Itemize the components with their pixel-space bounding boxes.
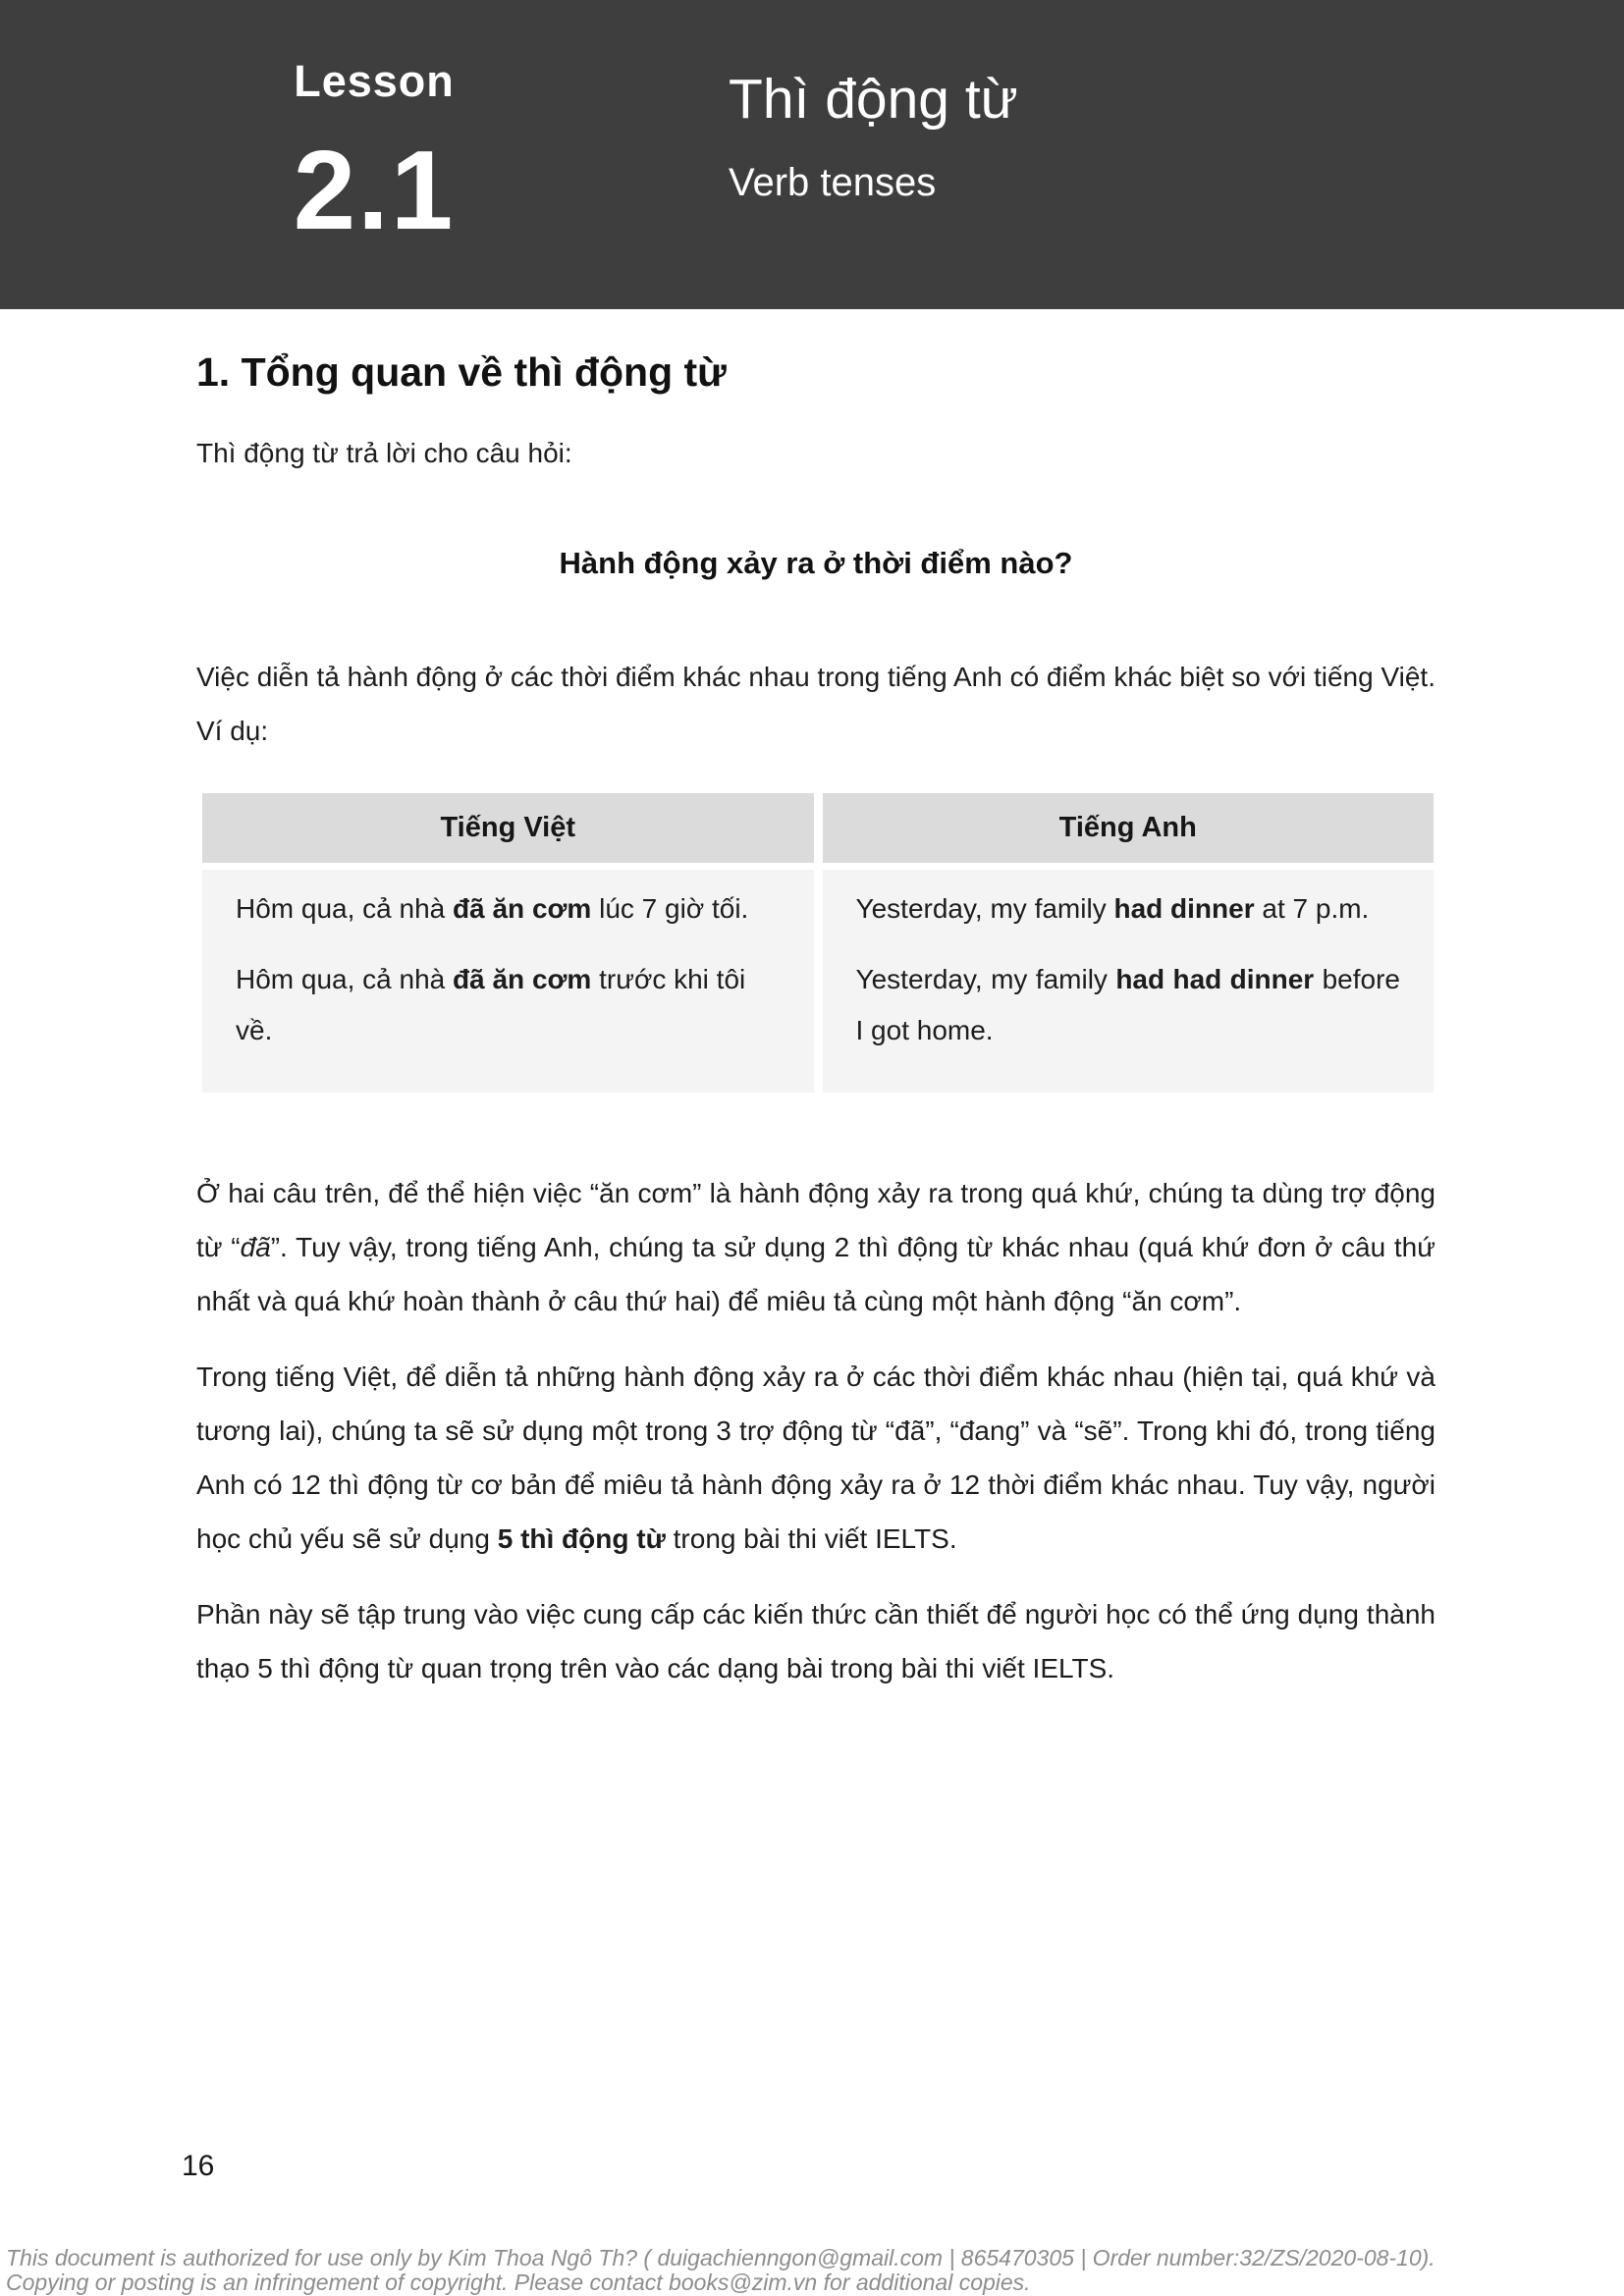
table-cell-vi-sentence-2: Hôm qua, cả nhà đã ăn cơm trước khi tôi về. (236, 964, 746, 1045)
lesson-banner (0, 0, 1624, 309)
lead-paragraph: Việc diễn tả hành động ở các thời điểm khác nhau trong tiếng Anh có điểm khác biệt so với tiếng Việt. Ví dụ: (196, 662, 1435, 746)
question-line: Hành động xảy ra ở thời điểm nào? (559, 546, 1073, 580)
page-number: 16 (182, 2150, 215, 2182)
lesson-block (253, 56, 495, 253)
table-cell-en-sentence-2: Yesterday, my family had had dinner before I got home. (855, 964, 1400, 1045)
banner-titles (729, 63, 1018, 205)
lesson-label: Lesson (294, 56, 455, 106)
table-cell-vietnamese (202, 870, 814, 1093)
table-cell-english (823, 870, 1435, 1093)
body-paragraph-2: Trong tiếng Việt, để diễn tả những hành động xảy ra ở các thời điểm khác nhau (hiện tại, quá khứ và tương lai), chúng ta sẽ sử dụng một trong 3 trợ động từ “đã”, “đang” và “sẽ”. Trong khi đó, trong tiếng Anh có 12 thì động từ cơ bản để miêu tả hành động xảy ra ở 12 thời điểm khác nhau. Tuy vậy, người học chủ yếu sẽ sử dụng 5 thì động từ trong bài thi viết IELTS. (196, 1362, 1435, 1554)
table-cell-en-sentence-1: Yesterday, my family had dinner at 7 p.m. (855, 893, 1370, 924)
lesson-number: 2.1 (293, 129, 456, 253)
section-heading: 1. Tổng quan về thì động từ (196, 349, 727, 395)
footer-disclaimer-line-2: Copying or posting is an infringement of copyright. Please contact books@zim.vn for additional copies. (6, 2269, 1031, 2295)
footer-disclaimer-line-1: This document is authorized for use only by Kim Thoa Ngô Th? ( duigachienngon@gmail.com | 865470305 | Order number:32/ZS/2020-08-10). (6, 2245, 1435, 2270)
body-paragraph-1: Ở hai câu trên, để thể hiện việc “ăn cơm” là hành động xảy ra trong quá khứ, chúng ta dùng trợ động từ “đã”. Tuy vậy, trong tiếng Anh, chúng ta sử dụng 2 thì động từ khác nhau (quá khứ đơn ở câu thứ nhất và quá khứ hoàn thành ở câu thứ hai) để miêu tả cùng một hành động “ăn cơm”. (196, 1178, 1435, 1316)
table-header-vietnamese: Tiếng Việt (202, 793, 814, 863)
table-header-english: Tiếng Anh (823, 793, 1435, 863)
banner-title-english: Verb tenses (729, 161, 937, 205)
section-intro-line: Thì động từ trả lời cho câu hỏi: (196, 438, 572, 468)
banner-title-vietnamese: Thì động từ (729, 68, 1018, 131)
body-paragraph-3: Phần này sẽ tập trung vào việc cung cấp các kiến thức cần thiết để người học có thể ứng dụng thành thạo 5 thì động từ quan trọng trên vào các dạng bài trong bài thi viết IELTS. (196, 1599, 1435, 1683)
body-copy (196, 1166, 1435, 1717)
footer-disclaimer (6, 2246, 1621, 2295)
table-cell-vi-sentence-1: Hôm qua, cả nhà đã ăn cơm lúc 7 giờ tối. (236, 893, 749, 924)
comparison-table (202, 793, 1434, 1093)
